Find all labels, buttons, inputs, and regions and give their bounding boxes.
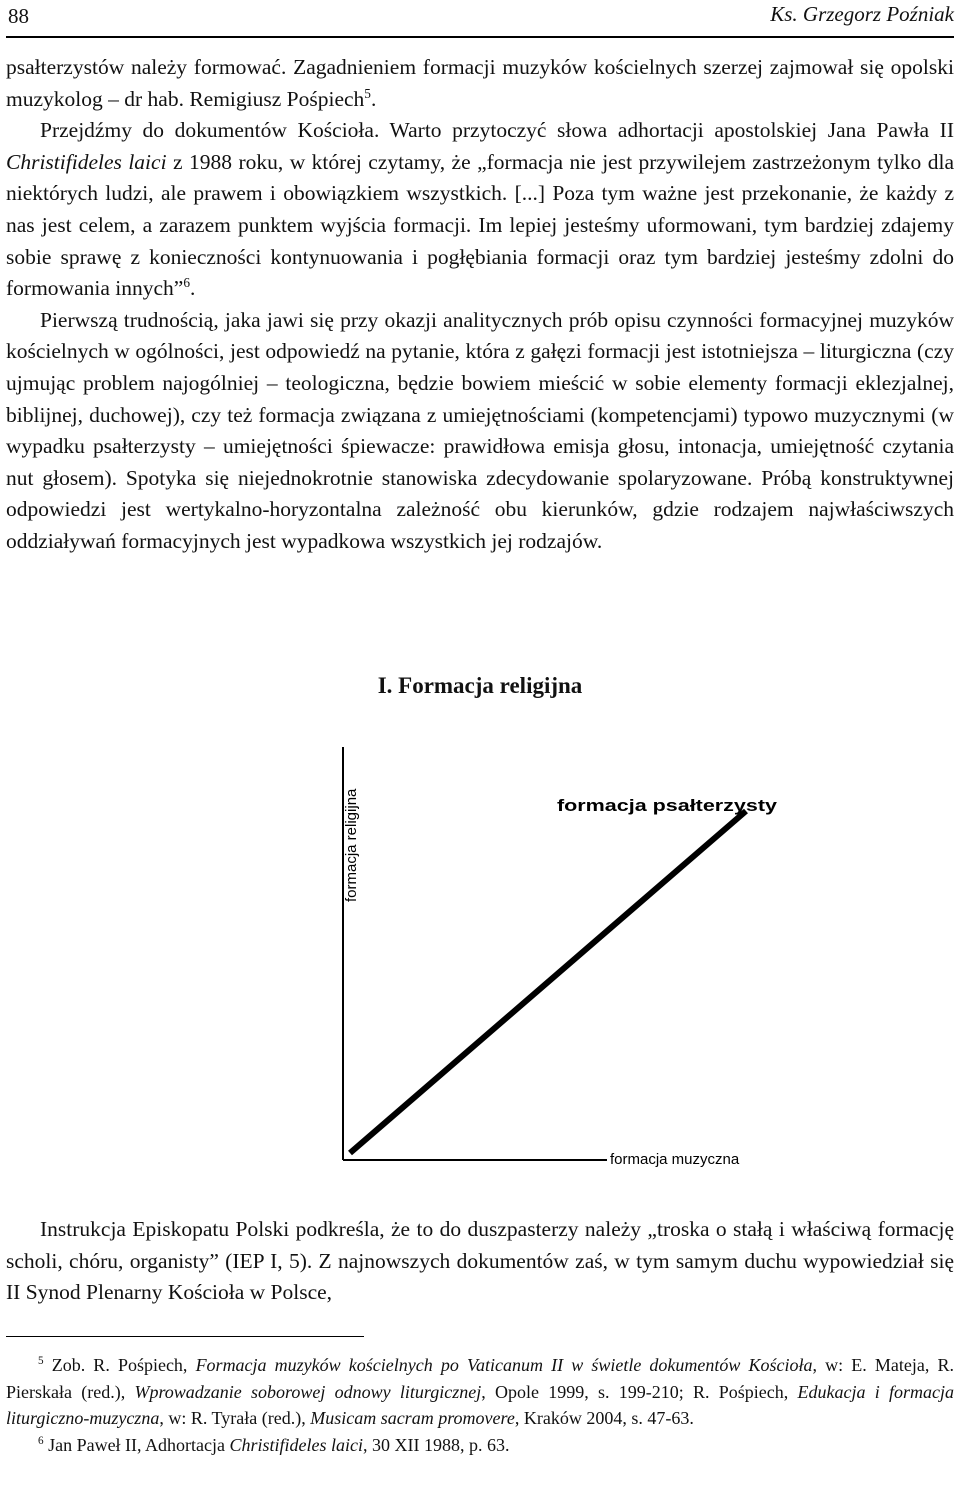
body-text-continued	[6, 1214, 954, 1309]
paragraph-2	[6, 115, 954, 305]
footnote-5	[6, 1352, 954, 1432]
footnote-5-title-4: Musicam sacram promovere	[310, 1408, 515, 1428]
paragraph-2-end: .	[189, 276, 196, 301]
paragraph-2-italic-title: Christifideles laici	[6, 149, 167, 174]
line-label: formacja psałterzysty	[557, 796, 778, 815]
formation-diagram	[312, 727, 822, 1210]
footnote-6-text-b: , 30 XII 1988, p. 63.	[363, 1434, 510, 1455]
paragraph-3: Pierwszą trudnością, jaka jawi się przy okazji analitycznych prób opisu czynności formacyjnej muzyków kościelnych w ogólności, jest odpowiedź na pytanie, która z gałęzi formacji jest istotniejsza – liturgiczna (czy ujmując problem najogólniej – teologiczna, będzie bowiem mieścić w sobie elementy formacji eklezjalnej, biblijnej, duchowej), czy też formacja związana z umiejętnościami (kompetencjami) typowo muzycznymi (w wypadku psałterzysty – umiejętności śpiewacze: prawidłowa emisja głosu, intonacja, umiejętność czytania nut głosem). Spotyka się niejednokrotnie stanowiska zdecydowanie spolaryzowane. Próbą konstruktywnej odpowiedzi jest wertykalno-horyzontalna zależność obu kierunków, gdzie rodzajem najwłaściwszych oddziaływań formacyjnych jest wypadkowa wszystkich jej rodzajów.	[6, 307, 954, 553]
footnote-6	[6, 1432, 954, 1459]
paragraph-1-text: psałterzystów należy formować. Zagadnieniem formacji muzyków kościelnych szerzej zajmował się opolski muzykolog – dr hab. Remigiusz Pośpiech	[6, 55, 954, 111]
footnote-6-text-a: Jan Paweł II, Adhortacja	[43, 1434, 230, 1455]
paragraph-1-end: .	[370, 86, 377, 111]
y-axis-label: formacja religijna	[343, 788, 360, 902]
x-axis-label: formacja muzyczna	[610, 1151, 740, 1168]
paragraph-2-text-a: Przejdźmy do dokumentów Kościoła. Warto przytoczyć słowa adhortacji apostolskiej Jana Pawła II	[40, 118, 954, 143]
footnote-5-text-d: , w: R. Tyrała (red.),	[159, 1408, 311, 1428]
footnote-5-text-a: Zob. R. Pośpiech,	[43, 1355, 196, 1375]
footnote-6-title: Christifideles laici	[229, 1434, 364, 1455]
footnote-5-title-2: Wprowadzanie soborowej odnowy liturgicznej	[134, 1381, 482, 1402]
body-text	[6, 52, 954, 558]
footnote-5-number: 5	[38, 1355, 44, 1367]
diagonal-line	[350, 811, 746, 1153]
footnote-5-title-1: Formacja muzyków kościelnych po Vaticanum II w świetle dokumentów Kościoła	[195, 1355, 813, 1375]
footnote-5-title-3: Edukacja i formacja liturgiczno-muzyczna	[6, 1381, 954, 1428]
footnote-ref-5: 5	[364, 85, 371, 101]
footnote-5-text-b: , w: E. Mateja, R. Pierskała (red.),	[6, 1355, 955, 1402]
footnotes	[6, 1352, 954, 1458]
paragraph-2-text-b: z 1988 roku, w której czytamy, że „formacja nie jest przywilejem zastrzeżonym tylko dla niektórych ludzi, ale prawem i obowiązkiem wszystkich. [...] Poza tym ważne jest przekonanie, że każdy z nas jest celem, a zarazem punktem wyjścia formacji. Im lepiej jesteśmy uformowani, tym bardziej zdajemy sobie sprawę z konieczności kontynuowania i pogłębiania formacji oraz tym bardziej jesteśmy zdolni do formowania innych”	[6, 149, 954, 301]
page-header	[6, 0, 954, 38]
section-heading: I. Formacja religijna	[377, 673, 583, 698]
page-number: 88	[8, 4, 29, 28]
footnote-6-number: 6	[38, 1434, 44, 1447]
footnote-5-text-c: , Opole 1999, s. 199-210; R. Pośpiech,	[481, 1381, 798, 1402]
paragraph-1	[6, 52, 954, 115]
footnote-5-text-e: , Kraków 2004, s. 47-63.	[514, 1408, 694, 1428]
footnote-divider	[6, 1336, 364, 1337]
running-head: Ks. Grzegorz Poźniak	[770, 2, 954, 26]
paragraph-4: Instrukcja Episkopatu Polski podkreśla, że to do duszpasterzy należy „troska o stałą i właściwą formację scholi, chóru, organisty” (IEP I, 5). Z najnowszych dokumentów zaś, w tym samym duchu wypowiedział się II Synod Plenarny Kościoła w Polsce,	[6, 1217, 954, 1305]
footnote-ref-6: 6	[183, 275, 190, 290]
